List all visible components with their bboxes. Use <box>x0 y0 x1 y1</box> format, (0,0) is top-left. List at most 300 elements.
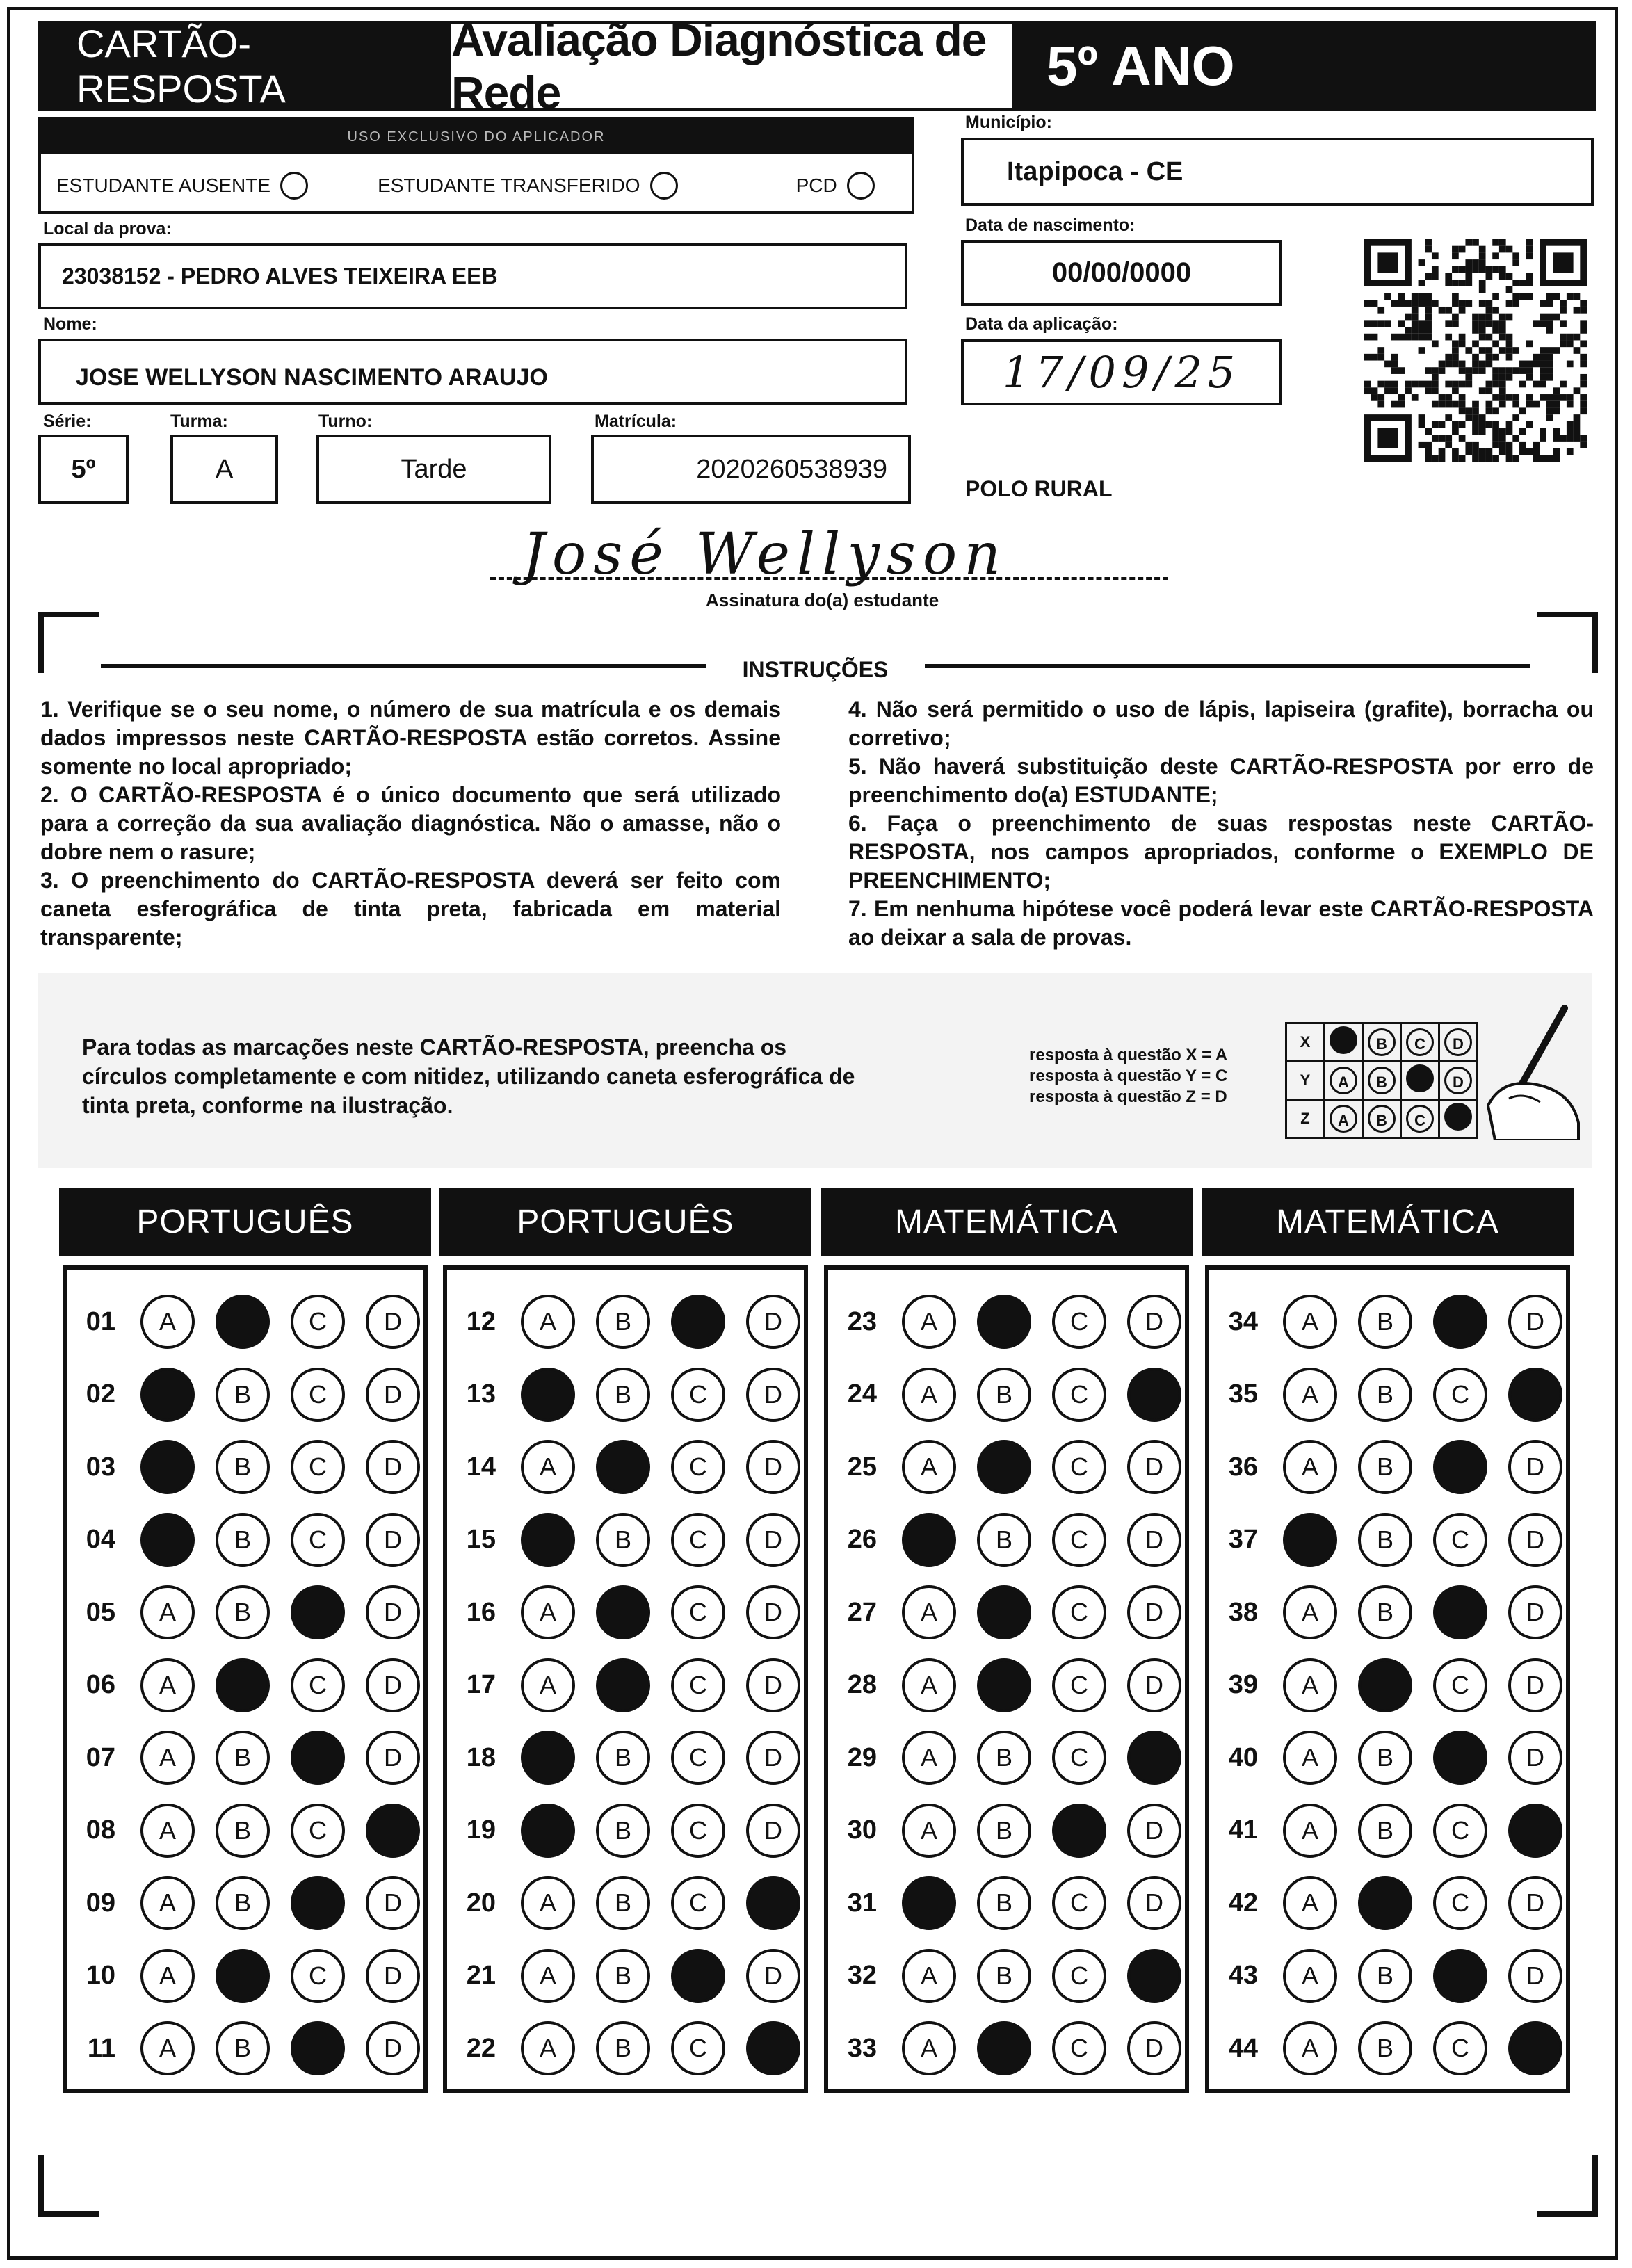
answer-bubble[interactable]: D <box>366 1295 420 1349</box>
question-number: 43 <box>1228 1961 1258 1990</box>
answer-bubble[interactable]: A <box>140 1295 195 1349</box>
answer-bubble[interactable]: A <box>140 1804 195 1858</box>
answer-bubble[interactable]: C <box>671 1440 725 1494</box>
answer-column <box>1205 1265 1570 2093</box>
answer-bubble[interactable]: A <box>521 1949 575 2003</box>
answer-bubble-filled[interactable] <box>596 1658 650 1712</box>
municipio-field: Itapipoca - CE <box>961 138 1594 206</box>
example-row-label: Z <box>1286 1100 1325 1138</box>
corner-mark-bl <box>38 2155 99 2217</box>
answer-bubble[interactable]: D <box>366 1731 420 1785</box>
example-bubble <box>1406 1064 1434 1092</box>
question-number: 17 <box>466 1670 496 1699</box>
signature-line <box>490 577 1168 580</box>
answer-bubble[interactable]: A <box>1283 1731 1337 1785</box>
answer-bubble[interactable]: D <box>746 1295 800 1349</box>
question-number: 28 <box>847 1670 877 1699</box>
answer-bubble[interactable]: B <box>596 1513 650 1567</box>
answer-bubble[interactable]: B <box>596 1876 650 1930</box>
municipio-label: Município: <box>965 113 1052 132</box>
answer-bubble[interactable]: A <box>1283 1295 1337 1349</box>
answer-bubble-filled[interactable] <box>1358 1876 1412 1930</box>
answer-bubble[interactable]: D <box>1508 1731 1562 1785</box>
answer-bubble-filled[interactable] <box>216 1658 270 1712</box>
question-number: 32 <box>847 1961 877 1990</box>
answer-bubble[interactable]: A <box>140 1585 195 1639</box>
answer-bubble-filled[interactable] <box>671 1949 725 2003</box>
answer-bubble[interactable]: C <box>291 1658 345 1712</box>
answer-bubble-filled[interactable] <box>521 1513 575 1567</box>
answer-bubble-filled[interactable] <box>977 1440 1031 1494</box>
answer-bubble[interactable]: D <box>366 2021 420 2075</box>
answer-bubble-filled[interactable] <box>366 1804 420 1858</box>
answer-bubble-filled[interactable] <box>291 2021 345 2075</box>
question-number: 37 <box>1228 1525 1258 1554</box>
question-row <box>1209 1945 1562 2007</box>
example-bubble: A <box>1330 1105 1357 1133</box>
serie-label: Série: <box>43 412 92 431</box>
answer-bubble-filled[interactable] <box>746 1876 800 1930</box>
answer-bubble[interactable]: C <box>671 1731 725 1785</box>
answer-bubble[interactable]: C <box>1433 1876 1487 1930</box>
question-row <box>447 1945 800 2007</box>
answer-bubble[interactable]: C <box>1052 1949 1106 2003</box>
answer-bubble[interactable]: C <box>671 1658 725 1712</box>
example-cell <box>1401 1062 1439 1100</box>
answer-bubble[interactable]: B <box>977 1949 1031 2003</box>
question-row <box>447 1509 800 1571</box>
instruction-2: 2. O CARTÃO-RESPOSTA é o único documento que será utilizado para a correção da sua avaliação diagnóstica. Não o amasse, não o dobre nem o rasure; <box>40 782 781 864</box>
pcd-bubble[interactable] <box>847 172 875 200</box>
answer-bubble[interactable]: D <box>1127 1585 1181 1639</box>
answer-bubble[interactable]: D <box>366 1658 420 1712</box>
answer-bubble[interactable]: C <box>1433 2021 1487 2075</box>
answer-bubble[interactable]: D <box>746 1804 800 1858</box>
answer-bubble-filled[interactable] <box>1052 1804 1106 1858</box>
applicator-status-box <box>38 117 914 214</box>
answer-bubble[interactable]: A <box>1283 1949 1337 2003</box>
answer-bubble[interactable]: D <box>1508 1585 1562 1639</box>
answer-bubble[interactable]: B <box>1358 1949 1412 2003</box>
answer-bubble[interactable]: A <box>902 1585 956 1639</box>
legend-z: resposta à questão Z = D <box>1029 1087 1227 1106</box>
answer-bubble[interactable]: D <box>366 1949 420 2003</box>
answer-bubble[interactable]: B <box>596 1804 650 1858</box>
answer-bubble[interactable]: B <box>596 1949 650 2003</box>
question-row <box>447 1799 800 1862</box>
absent-label: ESTUDANTE AUSENTE <box>56 175 271 196</box>
local-field: 23038152 - PEDRO ALVES TEIXEIRA EEB <box>38 243 907 309</box>
answer-bubble[interactable]: C <box>291 1440 345 1494</box>
example-bubble: C <box>1406 1105 1434 1133</box>
answer-bubble[interactable]: C <box>291 1295 345 1349</box>
example-cell <box>1325 1023 1363 1062</box>
question-number: 27 <box>847 1597 877 1627</box>
answer-bubble[interactable]: C <box>1052 1731 1106 1785</box>
answer-bubble[interactable]: D <box>366 1876 420 1930</box>
question-row <box>1209 1509 1562 1571</box>
legend-x: resposta à questão X = A <box>1029 1046 1228 1064</box>
answer-bubble-filled[interactable] <box>140 1513 195 1567</box>
example-cell <box>1325 1062 1363 1100</box>
question-number: 23 <box>847 1306 877 1336</box>
answer-bubble-filled[interactable] <box>521 1731 575 1785</box>
answer-bubble[interactable]: C <box>1433 1658 1487 1712</box>
answer-bubble[interactable]: B <box>216 2021 270 2075</box>
answer-bubble[interactable]: B <box>216 1876 270 1930</box>
serie-field: 5º <box>38 435 129 504</box>
answer-bubble[interactable]: B <box>216 1804 270 1858</box>
question-row <box>447 1872 800 1934</box>
example-bubble: B <box>1368 1105 1396 1133</box>
instruction-6: 6. Faça o preenchimento de suas respostas neste CARTÃO-RESPOSTA, nos campos apropriados, conforme o EXEMPLO DE PREENCHIMENTO; <box>848 811 1594 893</box>
question-row <box>828 2017 1181 2080</box>
answer-bubble-filled[interactable] <box>671 1295 725 1349</box>
example-cell <box>1439 1023 1478 1062</box>
answer-bubble-filled[interactable] <box>1127 1731 1181 1785</box>
answer-bubble[interactable]: D <box>1508 1440 1562 1494</box>
question-number: 42 <box>1228 1888 1258 1918</box>
question-number: 40 <box>1228 1742 1258 1772</box>
question-number: 09 <box>86 1888 115 1918</box>
answer-bubble-filled[interactable] <box>140 1440 195 1494</box>
answer-bubble-filled[interactable] <box>746 2021 800 2075</box>
question-number: 41 <box>1228 1815 1258 1845</box>
answer-bubble[interactable]: C <box>1433 1804 1487 1858</box>
answer-bubble[interactable]: D <box>1127 1804 1181 1858</box>
student-signature: José Wellyson <box>522 521 1008 588</box>
fill-example-grid <box>1285 1022 1478 1139</box>
question-row <box>67 1654 420 1717</box>
answer-bubble-filled[interactable] <box>1433 1440 1487 1494</box>
question-number: 21 <box>466 1961 496 1990</box>
answer-bubble[interactable]: A <box>521 1585 575 1639</box>
question-number: 38 <box>1228 1597 1258 1627</box>
answer-bubble[interactable]: B <box>596 2021 650 2075</box>
application-date-field: 17/09/25 <box>961 339 1282 405</box>
answer-bubble[interactable]: C <box>671 2021 725 2075</box>
corner-mark-br <box>1537 2155 1598 2217</box>
answer-bubble[interactable]: B <box>1358 1804 1412 1858</box>
answer-bubble-filled[interactable] <box>977 1585 1031 1639</box>
answer-bubble[interactable]: D <box>1508 1513 1562 1567</box>
answer-bubble[interactable]: B <box>216 1513 270 1567</box>
answer-bubble-filled[interactable] <box>291 1731 345 1785</box>
question-row <box>828 1945 1181 2007</box>
answer-bubble[interactable]: D <box>366 1368 420 1422</box>
example-bubble: C <box>1406 1028 1434 1056</box>
answer-bubble-filled[interactable] <box>596 1585 650 1639</box>
answer-column <box>63 1265 428 2093</box>
question-row <box>67 2017 420 2080</box>
answer-bubble[interactable]: A <box>1283 1804 1337 1858</box>
answer-bubble[interactable]: A <box>902 1731 956 1785</box>
answer-bubble[interactable]: C <box>1433 1368 1487 1422</box>
answer-bubble-filled[interactable] <box>1433 1949 1487 2003</box>
answer-bubble-filled[interactable] <box>1433 1295 1487 1349</box>
answer-bubble[interactable]: A <box>1283 1440 1337 1494</box>
question-row <box>67 1581 420 1644</box>
answer-bubble-filled[interactable] <box>216 1949 270 2003</box>
answer-bubble-filled[interactable] <box>1127 1949 1181 2003</box>
answer-bubble[interactable]: C <box>1052 1440 1106 1494</box>
answer-bubble-filled[interactable] <box>140 1368 195 1422</box>
question-number: 04 <box>86 1525 115 1554</box>
answer-bubble[interactable]: D <box>1508 1949 1562 2003</box>
answer-bubble[interactable]: A <box>902 1658 956 1712</box>
answer-bubble[interactable]: B <box>1358 1585 1412 1639</box>
question-number: 06 <box>86 1670 115 1699</box>
answer-bubble-filled[interactable] <box>1433 1731 1487 1785</box>
answer-bubble[interactable]: B <box>977 1804 1031 1858</box>
answer-bubble[interactable]: B <box>216 1731 270 1785</box>
status-options <box>41 158 912 213</box>
example-cell <box>1363 1023 1401 1062</box>
question-row <box>828 1799 1181 1862</box>
answer-bubble[interactable]: C <box>671 1804 725 1858</box>
answer-bubble[interactable]: B <box>216 1440 270 1494</box>
answer-bubble-filled[interactable] <box>291 1585 345 1639</box>
answer-bubble[interactable]: D <box>1127 2021 1181 2075</box>
answer-bubble[interactable]: B <box>1358 1368 1412 1422</box>
answer-bubble[interactable]: D <box>1127 1876 1181 1930</box>
answer-bubble[interactable]: B <box>1358 1513 1412 1567</box>
answer-bubble[interactable]: C <box>1433 1513 1487 1567</box>
answer-bubble-filled[interactable] <box>521 1804 575 1858</box>
question-number: 22 <box>466 2033 496 2063</box>
card-title: CARTÃO-RESPOSTA <box>38 21 449 111</box>
matricula-field: 2020260538939 <box>591 435 911 504</box>
answer-bubble[interactable]: A <box>902 1295 956 1349</box>
question-number: 07 <box>86 1742 115 1772</box>
answer-bubble[interactable]: B <box>596 1295 650 1349</box>
answer-bubble[interactable]: C <box>671 1368 725 1422</box>
answer-bubble[interactable]: A <box>521 2021 575 2075</box>
answer-bubble-filled[interactable] <box>1508 2021 1562 2075</box>
answer-bubble[interactable]: A <box>140 1658 195 1712</box>
answer-bubble[interactable]: B <box>977 1731 1031 1785</box>
answer-bubble[interactable]: B <box>977 1876 1031 1930</box>
pcd-label: PCD <box>795 175 837 196</box>
answer-bubble[interactable]: C <box>1052 1876 1106 1930</box>
question-row <box>828 1654 1181 1717</box>
application-date-label: Data da aplicação: <box>965 314 1118 334</box>
question-number: 26 <box>847 1525 877 1554</box>
section-header: MATEMÁTICA <box>821 1188 1193 1256</box>
absent-bubble[interactable] <box>280 172 308 200</box>
answer-bubble[interactable]: D <box>1127 1658 1181 1712</box>
example-bubble <box>1330 1026 1357 1054</box>
polo-label: POLO RURAL <box>965 476 1113 501</box>
answer-bubble-filled[interactable] <box>902 1513 956 1567</box>
answer-bubble-filled[interactable] <box>521 1368 575 1422</box>
answer-bubble[interactable]: A <box>902 2021 956 2075</box>
birth-field: 00/00/0000 <box>961 240 1282 306</box>
question-row <box>1209 1799 1562 1862</box>
example-bubble: D <box>1444 1067 1472 1094</box>
answer-bubble[interactable]: C <box>1052 1658 1106 1712</box>
question-row <box>828 1581 1181 1644</box>
answer-bubble-filled[interactable] <box>1508 1368 1562 1422</box>
question-row <box>67 1872 420 1934</box>
answer-bubble[interactable]: A <box>1283 2021 1337 2075</box>
answer-bubble[interactable]: B <box>216 1368 270 1422</box>
answer-bubble[interactable]: C <box>671 1513 725 1567</box>
answer-bubble[interactable]: D <box>1127 1513 1181 1567</box>
answer-bubble[interactable]: B <box>977 1368 1031 1422</box>
matricula-label: Matrícula: <box>595 412 677 431</box>
example-bubble: A <box>1330 1067 1357 1094</box>
answer-bubble[interactable]: A <box>902 1440 956 1494</box>
example-row-label: Y <box>1286 1062 1325 1100</box>
example-cell <box>1363 1062 1401 1100</box>
answer-bubble[interactable]: D <box>746 1585 800 1639</box>
question-number: 01 <box>86 1306 115 1336</box>
answer-bubble[interactable]: D <box>366 1513 420 1567</box>
question-number: 39 <box>1228 1670 1258 1699</box>
answer-bubble[interactable]: A <box>140 1949 195 2003</box>
example-bubble <box>1444 1103 1472 1131</box>
answer-bubble-filled[interactable] <box>1283 1513 1337 1567</box>
instruction-1: 1. Verifique se o seu nome, o número de sua matrícula e os demais dados impressos neste CARTÃO-RESPOSTA estão corretos. Assine somente no local apropriado; <box>40 697 781 779</box>
answer-bubble[interactable]: B <box>1358 2021 1412 2075</box>
question-number: 30 <box>847 1815 877 1845</box>
answer-bubble-filled[interactable] <box>902 1876 956 1930</box>
answer-bubble[interactable]: C <box>1052 1513 1106 1567</box>
answer-bubble[interactable]: C <box>1052 2021 1106 2075</box>
answer-bubble[interactable]: A <box>140 1876 195 1930</box>
qr-code <box>1364 239 1587 462</box>
transferred-bubble[interactable] <box>650 172 678 200</box>
example-cell <box>1401 1023 1439 1062</box>
applicator-only-bar: USO EXCLUSIVO DO APLICADOR <box>41 120 912 154</box>
answer-bubble[interactable]: D <box>1508 1876 1562 1930</box>
legend-y: resposta à questão Y = C <box>1029 1067 1228 1085</box>
answer-bubble-filled[interactable] <box>1508 1804 1562 1858</box>
answer-bubble[interactable]: A <box>902 1949 956 2003</box>
answer-bubble[interactable]: D <box>366 1585 420 1639</box>
question-number: 24 <box>847 1379 877 1409</box>
answer-bubble-filled[interactable] <box>977 2021 1031 2075</box>
question-number: 12 <box>466 1306 496 1336</box>
instruction-3: 3. O preenchimento do CARTÃO-RESPOSTA deverá ser feito com caneta esferográfica de tinta preta, fabricada em material transparente; <box>40 868 781 950</box>
answer-bubble-filled[interactable] <box>291 1876 345 1930</box>
answer-bubble[interactable]: D <box>746 1440 800 1494</box>
question-row <box>1209 1290 1562 1353</box>
answer-bubble-filled[interactable] <box>977 1658 1031 1712</box>
question-row <box>67 1363 420 1426</box>
answer-bubble[interactable]: D <box>1508 1295 1562 1349</box>
answer-bubble[interactable]: C <box>291 1513 345 1567</box>
question-row <box>828 1872 1181 1934</box>
answer-bubble[interactable]: C <box>291 1368 345 1422</box>
answer-bubble[interactable]: C <box>671 1876 725 1930</box>
answer-bubble[interactable]: B <box>216 1585 270 1639</box>
answer-bubble[interactable]: C <box>671 1585 725 1639</box>
fill-example-text: Para todas as marcações neste CARTÃO-RESPOSTA, preencha os círculos completamente e com nitidez, utilizando caneta esferográfica de tinta preta, conforme na ilustração. <box>82 1035 855 1118</box>
answer-bubble-filled[interactable] <box>1358 1658 1412 1712</box>
answer-bubble[interactable]: B <box>977 1513 1031 1567</box>
answer-bubble-filled[interactable] <box>1433 1585 1487 1639</box>
answer-bubble[interactable]: B <box>1358 1295 1412 1349</box>
hand-pen-icon <box>1474 1001 1585 1140</box>
answer-bubble[interactable]: B <box>1358 1440 1412 1494</box>
question-row <box>447 1654 800 1717</box>
answer-bubble[interactable]: A <box>521 1658 575 1712</box>
question-number: 19 <box>466 1815 496 1845</box>
example-cell <box>1439 1100 1478 1138</box>
answer-bubble[interactable]: A <box>1283 1876 1337 1930</box>
answer-bubble[interactable]: D <box>366 1440 420 1494</box>
answer-bubble[interactable]: C <box>1052 1585 1106 1639</box>
answer-bubble[interactable]: A <box>140 1731 195 1785</box>
answer-bubble[interactable]: A <box>521 1876 575 1930</box>
question-number: 33 <box>847 2033 877 2063</box>
answer-bubble[interactable]: A <box>902 1368 956 1422</box>
answer-column <box>443 1265 808 2093</box>
answer-bubble[interactable]: A <box>140 2021 195 2075</box>
question-number: 05 <box>86 1597 115 1627</box>
name-label: Nome: <box>43 314 97 334</box>
question-row <box>1209 1581 1562 1644</box>
answer-bubble[interactable]: C <box>1052 1368 1106 1422</box>
answer-bubble[interactable]: C <box>1052 1295 1106 1349</box>
answer-bubble-filled[interactable] <box>216 1295 270 1349</box>
birth-label: Data de nascimento: <box>965 216 1136 235</box>
answer-bubble-filled[interactable] <box>1127 1368 1181 1422</box>
answer-bubble[interactable]: A <box>521 1295 575 1349</box>
example-cell <box>1439 1062 1478 1100</box>
answer-bubble[interactable]: D <box>746 1949 800 2003</box>
answer-bubble[interactable]: D <box>746 1731 800 1785</box>
answer-bubble[interactable]: A <box>521 1440 575 1494</box>
section-header: PORTUGUÊS <box>59 1188 431 1256</box>
question-row <box>1209 1363 1562 1426</box>
evaluation-title: Avaliação Diagnóstica de Rede <box>449 21 1015 111</box>
example-cell <box>1363 1100 1401 1138</box>
answer-bubble[interactable]: D <box>746 1368 800 1422</box>
corner-mark-tl <box>38 612 99 673</box>
section-header: PORTUGUÊS <box>439 1188 811 1256</box>
answer-bubble[interactable]: C <box>291 1804 345 1858</box>
answer-bubble[interactable]: C <box>291 1949 345 2003</box>
turma-label: Turma: <box>170 412 228 431</box>
example-cell <box>1401 1100 1439 1138</box>
answer-bubble[interactable]: D <box>1508 1658 1562 1712</box>
answer-bubble[interactable]: D <box>746 1513 800 1567</box>
answer-bubble[interactable]: D <box>1127 1440 1181 1494</box>
answer-bubble[interactable]: B <box>596 1731 650 1785</box>
answer-bubble[interactable]: A <box>1283 1658 1337 1712</box>
answer-bubble-filled[interactable] <box>977 1295 1031 1349</box>
question-row <box>447 1363 800 1426</box>
question-number: 25 <box>847 1452 877 1482</box>
turno-label: Turno: <box>318 412 373 431</box>
answer-bubble[interactable]: D <box>1127 1295 1181 1349</box>
name-field: JOSE WELLYSON NASCIMENTO ARAUJO <box>38 339 907 405</box>
answer-bubble[interactable]: B <box>596 1368 650 1422</box>
question-row <box>828 1363 1181 1426</box>
answer-bubble[interactable]: A <box>1283 1368 1337 1422</box>
answer-bubble[interactable]: D <box>746 1658 800 1712</box>
example-row-label: X <box>1286 1023 1325 1062</box>
answer-bubble[interactable]: A <box>1283 1585 1337 1639</box>
instruction-7: 7. Em nenhuma hipótese você poderá levar este CARTÃO-RESPOSTA ao deixar a sala de provas. <box>848 896 1594 950</box>
answer-bubble-filled[interactable] <box>596 1440 650 1494</box>
answer-bubble[interactable]: A <box>902 1804 956 1858</box>
turma-field: A <box>170 435 278 504</box>
answer-bubble[interactable]: B <box>1358 1731 1412 1785</box>
